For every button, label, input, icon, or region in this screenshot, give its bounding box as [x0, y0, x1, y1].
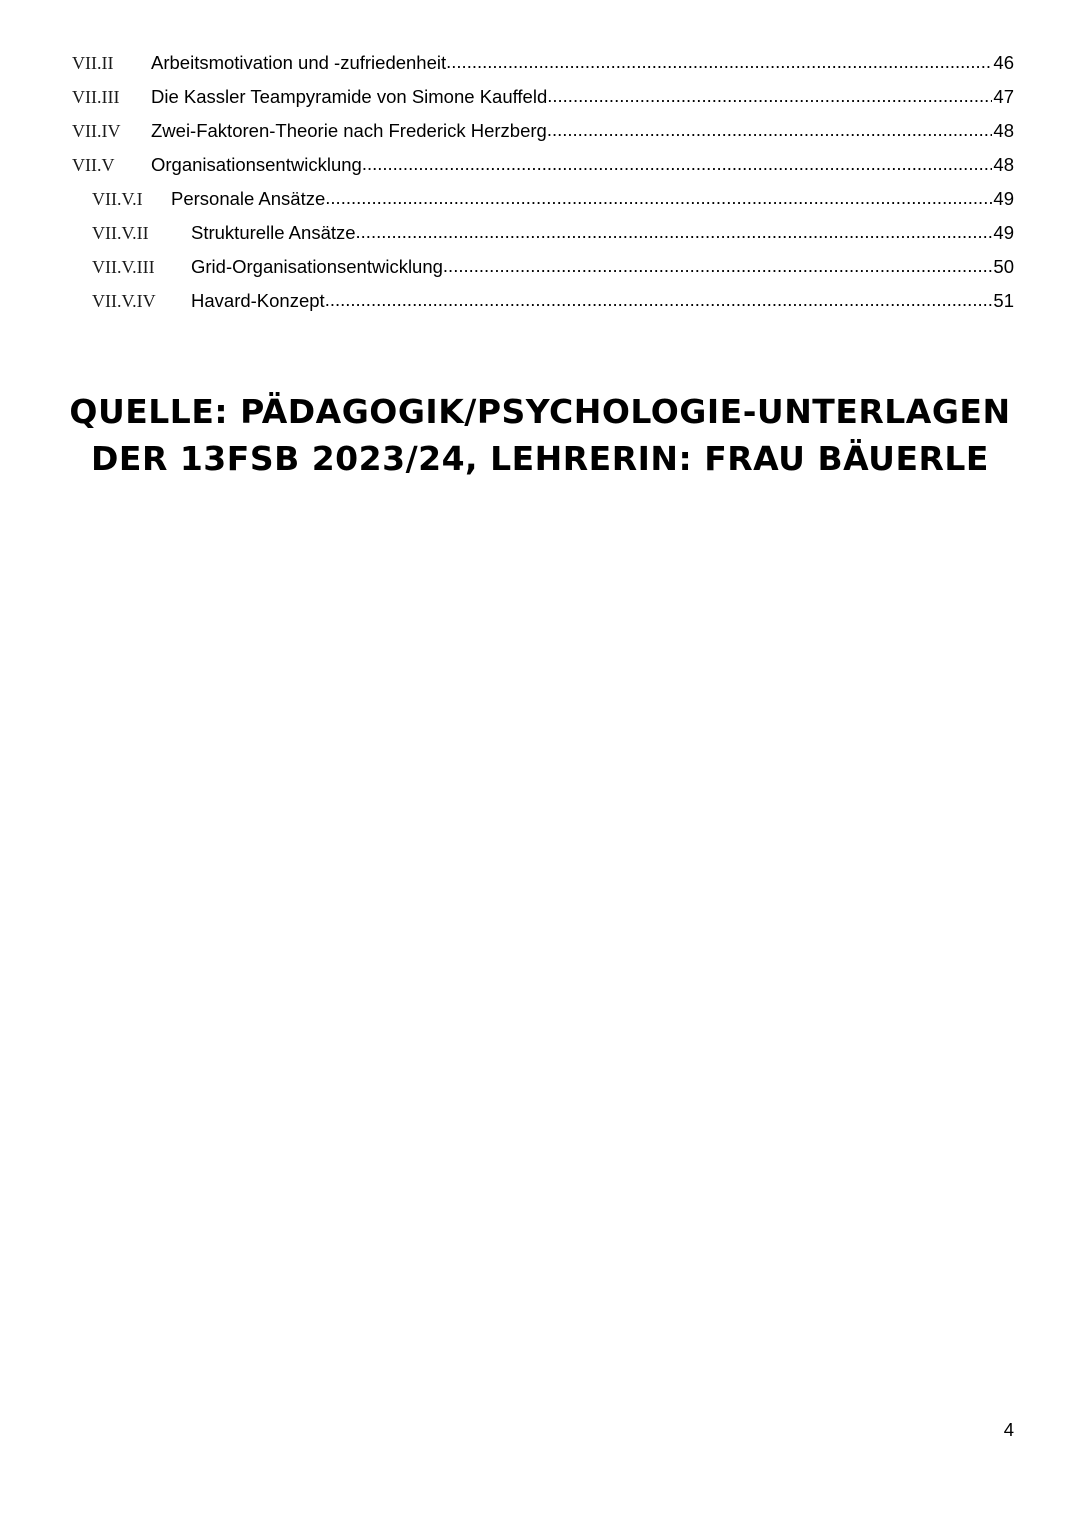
toc-dot-leader [356, 219, 993, 245]
toc-entry-number: VII.V [72, 155, 115, 175]
toc-dot-leader [325, 185, 992, 211]
toc-dot-leader [446, 49, 992, 75]
toc-entry-title: Die Kassler Teampyramide von Simone Kauffeld [151, 86, 548, 107]
toc-entry-page: 48 [993, 120, 1014, 141]
page-number: 4 [1003, 1419, 1014, 1440]
toc-entry-number: VII.II [72, 53, 114, 73]
toc-entry-page: 48 [993, 154, 1014, 175]
toc-entry-page: 49 [993, 188, 1014, 209]
toc-entry-number: VII.IV [72, 121, 121, 141]
toc-entry [92, 220, 1014, 246]
toc-entry-number: VII.V.III [92, 257, 155, 277]
toc-entry-title: Zwei-Faktoren-Theorie nach Frederick Herzberg [151, 120, 547, 141]
toc-entry [92, 288, 1014, 314]
toc-dot-leader [547, 83, 992, 109]
toc-dot-leader [362, 151, 993, 177]
toc-entry-title: Strukturelle Ansätze [191, 222, 356, 243]
toc-entry-title: Arbeitsmotivation und -zufriedenheit [151, 52, 447, 73]
toc-entry-page: 50 [993, 256, 1014, 277]
toc-entry-page: 51 [993, 290, 1014, 311]
toc-entry-number: VII.V.II [92, 223, 149, 243]
source-note [40, 388, 1040, 482]
toc-entry-page: 49 [993, 222, 1014, 243]
toc-entry [72, 50, 1014, 76]
toc-entry [72, 152, 1014, 178]
toc-entry-title: Havard-Konzept [191, 290, 325, 311]
toc-entry-title: Personale Ansätze [171, 188, 326, 209]
toc-entry-page: 46 [993, 52, 1014, 73]
toc-entry [92, 186, 1014, 212]
toc-dot-leader [325, 287, 993, 313]
toc-dot-leader [547, 117, 993, 143]
toc-entry [92, 254, 1014, 280]
toc-entry-page: 47 [993, 86, 1014, 107]
toc-entry-number: VII.V.I [92, 189, 143, 209]
source-note-line: QUELLE: PÄDAGOGIK/PSYCHOLOGIE-UNTERLAGEN [69, 392, 1011, 431]
toc-entry-title: Organisationsentwicklung [151, 154, 362, 175]
toc-dot-leader [443, 253, 993, 279]
toc-entry-number: VII.V.IV [92, 291, 156, 311]
toc-entry-number: VII.III [72, 87, 120, 107]
toc-entry [72, 84, 1014, 110]
toc-entry [72, 118, 1014, 144]
source-note-line: DER 13FSB 2023/24, LEHRERIN: FRAU BÄUERLE [91, 439, 989, 478]
toc-entry-title: Grid-Organisationsentwicklung [191, 256, 443, 277]
